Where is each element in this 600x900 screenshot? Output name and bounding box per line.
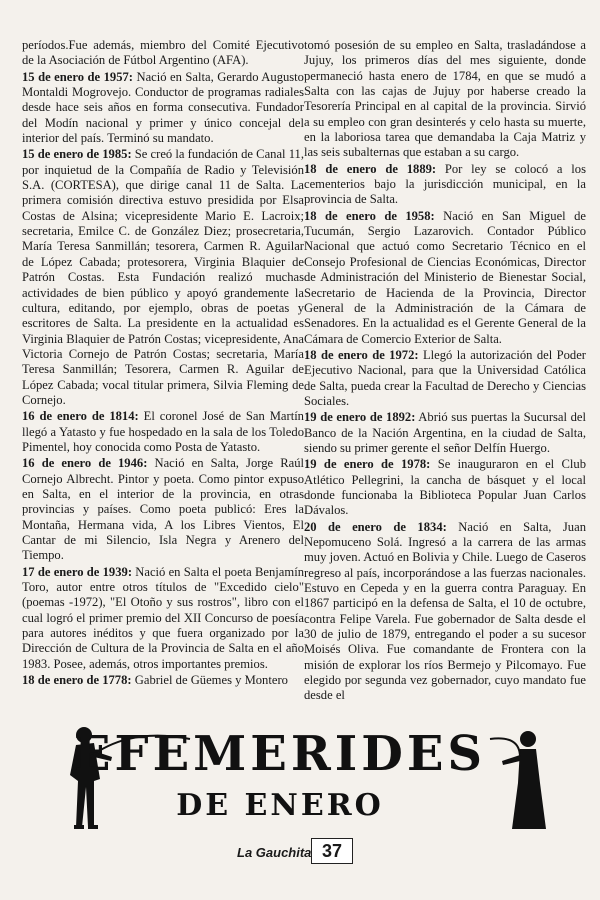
banner-title: EFEMERIDES (73, 726, 487, 782)
entry-date: 15 de enero de 1957: (22, 69, 133, 84)
entry-date: 17 de enero de 1939: (22, 564, 133, 579)
entry-date: 18 de enero de 1958: (304, 208, 435, 223)
entry-text: Nació en Salta, Juan Nepomuceno Solá. Ingresó a la carrera de las armas muy joven. Actuó en Bolivia y Chile. Luego de Caseros regreso al país, incorporándose a las fuerzas nacionales. Estuvo en Cepeda y en la guerra contra Paraguay. En 1867 participó en la defensa de Salta, el 10 de octubre, contra Felipe Varela. Fue gobernador de Salta desde el 30 de julio de 1879, entregando el poder a su sucesor Moisés Oliva. Fue comandante de Frontera con la misión de explorar los ríos Bermejo y Pilcomayo. Fue elegido por segunda vez gobernador, cuyo mandato fue desde el (304, 519, 586, 703)
magazine-name: La Gauchita (237, 845, 312, 860)
entry (22, 565, 304, 672)
entry-date: 19 de enero de 1978: (304, 457, 431, 472)
entry-date: 18 de enero de 1889: (304, 161, 437, 176)
entry (304, 162, 586, 208)
banner-subtitle: DE ENERO (176, 788, 384, 823)
right-figure-icon (502, 731, 546, 829)
title-swash (490, 738, 520, 757)
right-column (304, 38, 586, 705)
entry-text: Gabriel de Güemes y Montero (131, 673, 288, 688)
entry-date: 16 de enero de 1814: (22, 409, 139, 424)
entry (22, 147, 304, 408)
entry-text: Nació en Salta, Gerardo Augusto Montaldi Mogrovejo. Conductor de programas radiales desde hace seis años en forma consecutiva. Fundador del Modín nacional y primer y único concejal del interior del país. Terminó su mandato. (22, 69, 304, 146)
entry-date: 18 de enero de 1778: (22, 673, 132, 688)
left-column (22, 38, 304, 689)
page-number: 37 (311, 838, 353, 864)
entry-text: Nació en San Miguel de Tucumán, Sergio Lazarovich. Contador Público Nacional que actuó como Secretario Técnico en el Consejo Profesional de Ciencias Económicas, Director de Administración del Ministerio de Bienestar Social, Secretario de Hacienda de la Provincia, Director General de la Administración de la Cámara de Senadores. En la actualidad es el Gerente General de la Cámara de Comercio Exterior de Salta. (304, 208, 586, 346)
entry (22, 38, 304, 69)
entry-text: Llegó la autorización del Poder Ejecutivo Nacional, para que la Universidad Católica de Salta, pueda crear la Facultad de Derecho y Ciencias Sociales. (304, 347, 586, 408)
entry-date: 19 de enero de 1892: (304, 410, 416, 425)
entry (304, 410, 586, 456)
entry-date: 20 de enero de 1834: (304, 519, 447, 534)
entry-text: Se inauguraron en el Club Atlético Pellegrini, la cancha de básquet y el local donde funcionaba la Biblioteca Popular Juan Carlos Dávalos. (304, 457, 586, 518)
entry (304, 520, 586, 704)
entry-text: Se creó la fundación de Canal 11, por inquietud de la Compañía de Radio y Televisión S.A. (CORTESA), que dirige canal 11 de Salta. La primera comisión directiva estuvo presidida por Elsa Costas de Alsina; vicepresidente Mario E. Lacroix; secretaria, Emilce C. de González Diez; prosecretaria, María Teresa Sanmillán; tesorera, Carmen R. Aguilar de López Cabada; protesorera, Virginia Blaquier de Patrón Costas. Esta Fundación realizó muchas actividades de bien público y apoyó grandemente la cultura, editando, por ejemplo, obras de poetas y escritores de Salta. La presidente en la actualidad es Virginia Blaquier de Patrón Costas; vicepresidente, Ana Victoria Cornejo de Patrón Costas; secretaria, María Teresa Sanmillán; Tesorera, Carmen R. Aguilar de López Cabada; vocal titular primera, Silvia Fleming de Cornejo. (22, 147, 304, 407)
entry-text: Abrió sus puertas la Sucursal del Banco de la Nación Argentina, en la ciudad de Salta, siendo su primer gerente el señor Delfín Huergo. (304, 410, 586, 455)
entry-text: Nació en Salta, Jorge Raúl Cornejo Albrecht. Pintor y poeta. Como pintor expuso en Salta, en el interior de la provincia, en otras provincias y países. Como poeta publicó: Eres la Montaña, Hermana vida, A los Libres Vientos, El Cantar de mi Silencio, Isla Negra y Arenero del Tiempo. (22, 456, 304, 563)
entry (304, 457, 586, 518)
entry-date: 16 de enero de 1946: (22, 456, 148, 471)
entry (304, 348, 586, 409)
entry-text: El coronel José de San Martín llegó a Yatasto y fue hospedado en la sala de los Toledo Pimentel, hoy conocida como Posta de Yatasto. (22, 409, 304, 454)
entry-date: 18 de enero de 1972: (304, 347, 419, 362)
entry (22, 70, 304, 147)
entry (22, 456, 304, 563)
entry (304, 209, 586, 347)
entry-text: períodos.Fue además, miembro del Comité Ejecutivo de la Asociación de Fútbol Argentino (AFA). (22, 38, 304, 68)
entry-text: Por ley se colocó a los cementerios bajo la jurisdicción municipal, en la provincia de Salta. (304, 161, 586, 207)
entry (22, 409, 304, 455)
entry-text: Nació en Salta el poeta Benjamín Toro, autor entre otros títulos de "Excedido cielo" (poemas -1972), "El Otoño y sus rostros", libro con el cual logró el primer premio del XII Concurso de poesía para autores inéditos y que fuera organizado por la Dirección de Cultura de la Provincia de Salta en el año 1983. Posee, además, otros importantes premios. (22, 564, 304, 671)
entry (22, 673, 304, 688)
entry-date: 15 de enero de 1985: (22, 147, 132, 162)
entry-text: tomó posesión de su empleo en Salta, trasladándose a Jujuy, los primeros días del mes siguiente, donde permaneció hasta enero de 1784, en que se mudó a Salta con las cajas de Jujuy por haberse creado la Tesorería Principal en al capital de la provincia. Sirvió a su empleo con gran desinterés y celo hasta su muerte, en la laboriosa tarea que demandaba la Caja Matriz y las seis subalternas que estaban a su cargo. (304, 38, 586, 160)
entry (304, 38, 586, 161)
